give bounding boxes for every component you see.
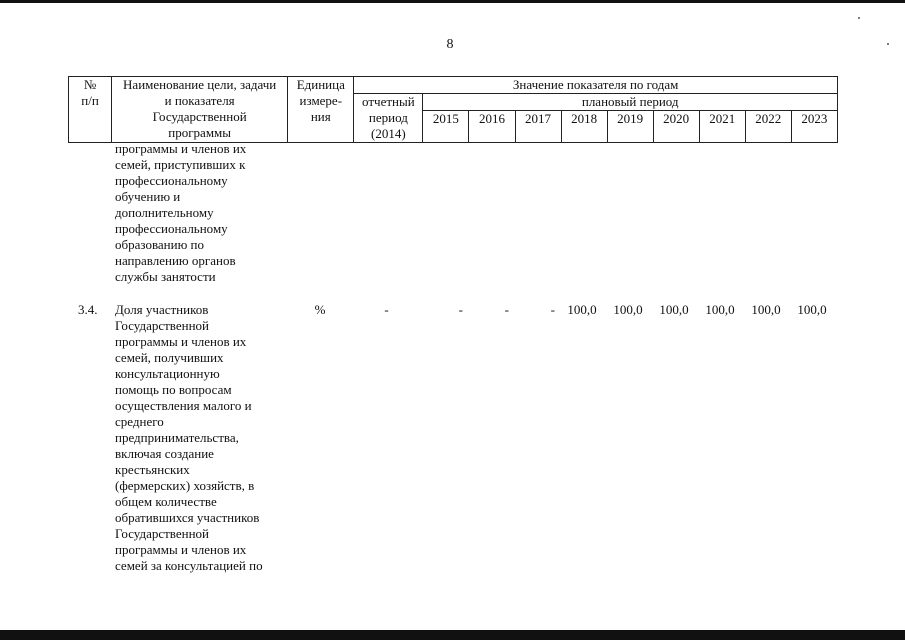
header-year: 2021 (699, 111, 745, 143)
top-border (0, 0, 905, 3)
continued-row-name: программы и членов их семей, приступивших к профессиональному обучению и дополнительному профессиональному образованию по направлению органов службы занятости (115, 141, 247, 284)
row-name: Доля участников Государственной программы и членов их семей, получивших консультационную помощь по вопросам осуществления малого и среднего предпринимательства, включая создание крестьянских (фермерских) хозяйств, в общем количестве обратившихся участников Государственной программы и членов их семей за консультацией по (115, 302, 263, 573)
value-cell: - (384, 302, 389, 317)
row-number: 3.4. (78, 302, 98, 317)
header-name: Наименование цели, задачи и показателя Государственной программы (112, 77, 288, 143)
scan-speck (887, 43, 889, 45)
value-cell: 100,0 (797, 302, 827, 317)
value-cell: 100,0 (705, 302, 735, 317)
header-year: 2020 (653, 111, 699, 143)
value-cell: 100,0 (751, 302, 781, 317)
header-year: 2019 (607, 111, 653, 143)
value-cell: - (458, 302, 463, 317)
header-values-by-year: Значение показателя по годам (354, 77, 838, 94)
header-reporting-period: отчетный период (2014) (354, 94, 423, 143)
value-cell: 100,0 (613, 302, 643, 317)
value-cell: - (504, 302, 509, 317)
value-cell: 100,0 (567, 302, 597, 317)
header-unit: Единица измере- ния (288, 77, 354, 143)
header-year: 2022 (745, 111, 791, 143)
header-planned-period: плановый период (423, 94, 838, 111)
row-unit: % (314, 302, 326, 317)
value-cell: - (550, 302, 555, 317)
header-year: 2016 (469, 111, 515, 143)
header-year: 2015 (423, 111, 469, 143)
header-year: 2018 (561, 111, 607, 143)
header-year: 2023 (791, 111, 837, 143)
header-year: 2017 (515, 111, 561, 143)
page-number: 8 (446, 37, 454, 52)
bottom-border (0, 630, 905, 640)
header-number: № п/п (69, 77, 112, 143)
indicator-table-header (68, 76, 838, 143)
value-cell: 100,0 (659, 302, 689, 317)
scan-speck (858, 17, 860, 19)
